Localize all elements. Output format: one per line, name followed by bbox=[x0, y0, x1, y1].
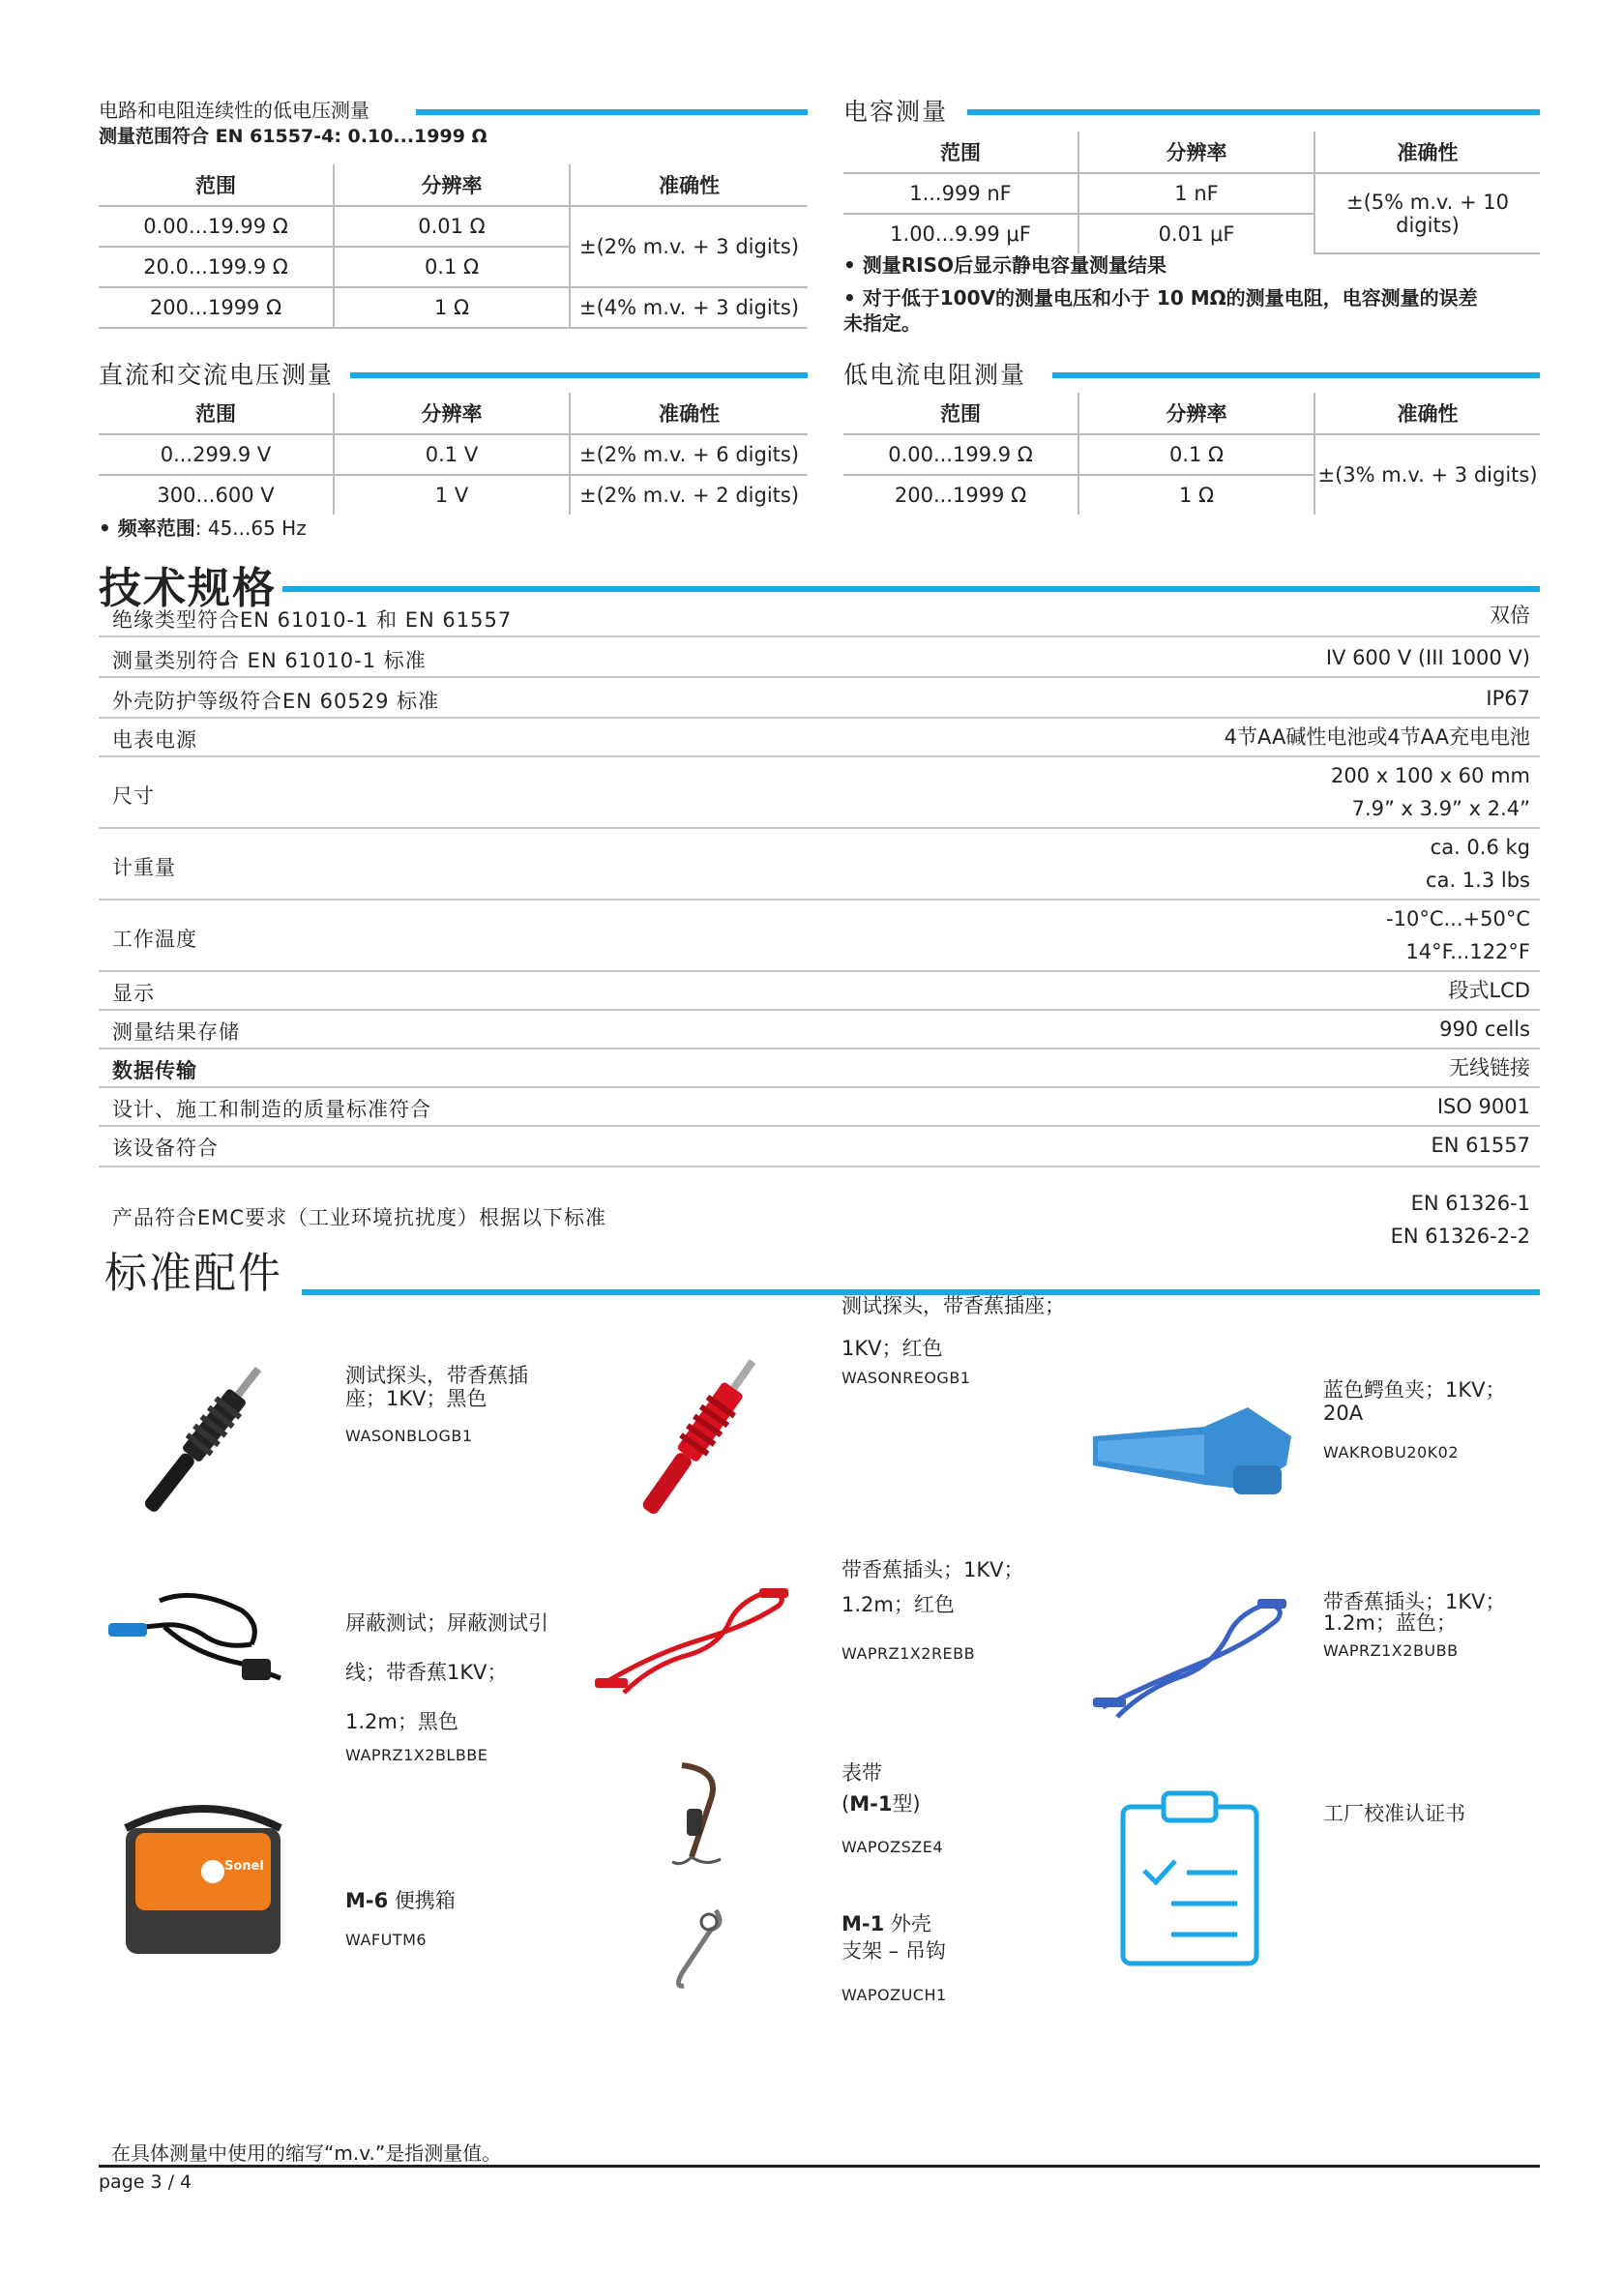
table-header: 范围 bbox=[843, 393, 1078, 434]
spec-label: 显示 bbox=[112, 982, 155, 1005]
accessory-name: 屏蔽测试；屏蔽测试引线；带香蕉1KV；1.2m；黑色 bbox=[345, 1611, 548, 1733]
accessory-code: WAPOZUCH1 bbox=[842, 1986, 947, 2004]
continuity-table bbox=[99, 164, 808, 329]
capacitance-note-3: 未指定。 bbox=[843, 311, 921, 335]
spec-row bbox=[99, 1088, 1540, 1127]
table-cell: ±(3% m.v. + 3 digits) bbox=[1314, 434, 1540, 515]
table-cell: 0.01 Ω bbox=[334, 206, 570, 247]
spec-value-line: ca. 0.6 kg bbox=[1430, 836, 1530, 859]
footer-note: 在具体测量中使用的缩写“m.v.”是指测量值。 bbox=[111, 2138, 501, 2168]
table-cell: 0.1 V bbox=[334, 434, 570, 475]
spec-value: 段式LCD bbox=[1448, 979, 1530, 1002]
spec-label: 测量结果存储 bbox=[112, 1020, 240, 1044]
lowres-title-bar bbox=[1052, 372, 1540, 378]
table-cell: 1...999 nF bbox=[843, 173, 1078, 214]
spec-label: 外壳防护等级符合EN 60529 标准 bbox=[112, 690, 440, 713]
accessory-name: 带香蕉插头；1KV；1.2m；红色 bbox=[842, 1558, 1024, 1616]
spec-row bbox=[99, 678, 1540, 719]
table-header: 范围 bbox=[843, 132, 1078, 173]
spec-row bbox=[99, 757, 1540, 829]
table-cell: 0.01 μF bbox=[1078, 214, 1314, 253]
frequency-value: : 45...65 Hz bbox=[194, 517, 307, 540]
spec-label: 产品符合EMC要求（工业环境抗扰度）根据以下标准 bbox=[112, 1206, 607, 1229]
crocodile-clip-image bbox=[1088, 1398, 1301, 1523]
voltage-title-bar bbox=[350, 372, 808, 378]
table-cell: ±(2% m.v. + 2 digits) bbox=[570, 475, 808, 515]
table-cell: 300...600 V bbox=[157, 484, 275, 507]
accessory-name: 测试探头，带香蕉插座；1KV；黑色 bbox=[345, 1364, 528, 1410]
accessory-name-top: 表带 bbox=[842, 1761, 882, 1785]
blue-lead-image bbox=[1093, 1596, 1296, 1722]
lowres-title: 低电流电阻测量 bbox=[843, 361, 1027, 389]
accessory-code: WASONREOGB1 bbox=[842, 1369, 971, 1387]
voltage-title: 直流和交流电压测量 bbox=[99, 361, 335, 389]
capacitance-table bbox=[843, 132, 1540, 254]
accessory-name: 工厂校准认证书 bbox=[1323, 1802, 1465, 1825]
clipboard-icon bbox=[1117, 1787, 1262, 1971]
accessory-name-line2: 支架 – 吊钩 bbox=[842, 1939, 946, 1963]
table-row bbox=[99, 287, 808, 328]
table-header: 范围 bbox=[99, 164, 334, 206]
capacitance-title: 电容测量 bbox=[843, 98, 949, 126]
accessory-name: 测试探头，带香蕉插座；1KV；红色 bbox=[842, 1294, 1065, 1360]
table-cell: 0.1 Ω bbox=[1078, 434, 1314, 475]
hook-image bbox=[663, 1901, 730, 1993]
table-header: 分辨率 bbox=[334, 393, 570, 434]
specs-title: 技术规格 bbox=[99, 564, 277, 613]
table-row bbox=[99, 434, 808, 475]
black-probe-image bbox=[106, 1349, 300, 1533]
table-cell: 0.00...19.99 Ω bbox=[99, 206, 334, 247]
accessory-name: 蓝色鳄鱼夹；1KV；20A bbox=[1323, 1378, 1506, 1425]
table-cell: 0.1 Ω bbox=[334, 247, 570, 287]
accessory-name-bold: M-6 bbox=[345, 1889, 389, 1912]
spec-label: 电表电源 bbox=[112, 728, 197, 752]
spec-label: 该设备符合 bbox=[112, 1137, 219, 1160]
accessory-name-line bbox=[842, 1910, 946, 1937]
frequency-label: • 频率范围 bbox=[99, 517, 195, 540]
spec-value: 990 cells bbox=[1439, 1018, 1530, 1041]
strap-image bbox=[653, 1760, 740, 1872]
spec-label: 数据传输 bbox=[112, 1059, 197, 1082]
specs-title-bar bbox=[282, 586, 1540, 592]
frequency-note bbox=[99, 513, 307, 541]
page-number: page 3 / 4 bbox=[99, 2171, 192, 2193]
table-cell: 200...1999 Ω bbox=[99, 287, 334, 328]
spec-label: 绝缘类型符合EN 61010-1 和 EN 61557 bbox=[112, 608, 513, 632]
carrying-case-image bbox=[106, 1789, 300, 1964]
spec-row bbox=[99, 1011, 1540, 1049]
spec-value-line: EN 61326-2-2 bbox=[1390, 1225, 1530, 1248]
accessory-name-rest: 型) bbox=[892, 1792, 921, 1816]
spec-label: 工作温度 bbox=[112, 928, 197, 951]
spec-label: 计重量 bbox=[112, 856, 176, 879]
spec-value-line: ca. 1.3 lbs bbox=[1426, 869, 1530, 892]
spec-value-line: EN 61326-1 bbox=[1410, 1192, 1530, 1215]
table-cell: 0...299.9 V bbox=[99, 434, 334, 475]
table-header: 分辨率 bbox=[1078, 132, 1314, 173]
table-header: 分辨率 bbox=[334, 164, 570, 206]
table-header: 范围 bbox=[99, 393, 334, 434]
accessory-code: WAPRZ1X2BLBBE bbox=[345, 1746, 488, 1764]
spec-row bbox=[99, 637, 1540, 678]
spec-value: 无线链接 bbox=[1449, 1056, 1530, 1079]
spec-value: IV 600 V (III 1000 V) bbox=[1325, 646, 1530, 669]
table-header: 准确性 bbox=[570, 164, 808, 206]
table-row bbox=[99, 475, 808, 515]
spec-value bbox=[1426, 831, 1530, 897]
red-probe-image bbox=[595, 1340, 808, 1533]
accessory-code: WAPOZSZE4 bbox=[842, 1838, 943, 1856]
spec-value: 4节AA碱性电池或4节AA充电电池 bbox=[1224, 725, 1530, 749]
table-cell: ±(5% m.v. + 10 digits) bbox=[1314, 173, 1540, 253]
table-cell: 1 nF bbox=[1078, 173, 1314, 214]
table-cell: 20.0...199.9 Ω bbox=[99, 247, 334, 287]
table-row bbox=[99, 206, 808, 247]
voltage-table bbox=[99, 393, 808, 515]
table-cell: 1.00...9.99 μF bbox=[890, 222, 1031, 246]
continuity-title-bar bbox=[416, 109, 808, 115]
accessories-title: 标准配件 bbox=[104, 1249, 282, 1298]
spec-value: IP67 bbox=[1486, 687, 1530, 710]
spec-value bbox=[1391, 1187, 1530, 1253]
table-cell: 200...1999 Ω bbox=[894, 484, 1027, 507]
accessory-name bbox=[842, 1757, 921, 1819]
red-lead-image bbox=[595, 1586, 798, 1702]
table-header: 准确性 bbox=[570, 393, 808, 434]
accessory-name-rest: 外壳 bbox=[884, 1912, 931, 1935]
table-cell: 0.00...199.9 Ω bbox=[843, 434, 1078, 475]
table-header: 分辨率 bbox=[1078, 393, 1314, 434]
bag-brand-label: Sonel bbox=[224, 1859, 264, 1874]
capacitance-title-bar bbox=[967, 109, 1540, 115]
spec-value: EN 61557 bbox=[1431, 1134, 1530, 1157]
continuity-title: 电路和电阻连续性的低电压测量 bbox=[99, 99, 369, 122]
table-header: 准确性 bbox=[1314, 393, 1540, 434]
accessory-code: WAPRZ1X2BUBB bbox=[1323, 1641, 1459, 1660]
spec-row bbox=[99, 1049, 1540, 1088]
spec-label: 设计、施工和制造的质量标准符合 bbox=[112, 1098, 431, 1121]
table-cell: ±(2% m.v. + 6 digits) bbox=[570, 434, 808, 475]
table-row bbox=[843, 434, 1540, 475]
spec-row bbox=[99, 829, 1540, 901]
spec-label: 测量类别符合 EN 61010-1 标准 bbox=[112, 649, 427, 672]
spec-value: ISO 9001 bbox=[1436, 1095, 1530, 1118]
accessory-code: WASONBLOGB1 bbox=[345, 1427, 473, 1445]
accessory-name-bold: M-1 bbox=[842, 1912, 885, 1935]
spec-label: 尺寸 bbox=[112, 784, 155, 808]
table-cell: ±(4% m.v. + 3 digits) bbox=[570, 287, 808, 328]
accessory-name bbox=[842, 1910, 946, 1964]
table-header: 准确性 bbox=[1314, 132, 1540, 173]
spec-row bbox=[99, 719, 1540, 757]
spec-row bbox=[99, 972, 1540, 1011]
footer-divider bbox=[99, 2165, 1540, 2168]
spec-row bbox=[99, 597, 1540, 637]
accessory-name-line: (M-1型) bbox=[842, 1792, 921, 1816]
accessory-name bbox=[345, 1886, 456, 1915]
lowres-table bbox=[843, 393, 1540, 515]
accessory-name-rest: 便携箱 bbox=[388, 1889, 456, 1912]
table-cell: 1 Ω bbox=[1078, 475, 1314, 515]
accessory-name-bold: M-1 bbox=[849, 1792, 893, 1816]
table-cell: 1 Ω bbox=[334, 287, 570, 328]
shielded-lead-image bbox=[106, 1586, 300, 1693]
capacitance-note-2: • 对于低于100V的测量电压和小于 10 MΩ的测量电阻，电容测量的误差 bbox=[843, 286, 1478, 310]
accessory-code: WAFUTM6 bbox=[345, 1931, 428, 1949]
spec-value bbox=[1331, 759, 1530, 825]
spec-value-line: 200 x 100 x 60 mm bbox=[1330, 764, 1530, 787]
spec-value-line: 14°F...122°F bbox=[1405, 940, 1530, 963]
accessory-name: 带香蕉插头；1KV；1.2m；蓝色； bbox=[1323, 1590, 1506, 1635]
spec-row bbox=[99, 901, 1540, 972]
accessory-code: WAPRZ1X2REBB bbox=[842, 1644, 976, 1663]
spec-row bbox=[99, 1127, 1540, 1167]
table-cell: 1 V bbox=[334, 475, 570, 515]
capacitance-note-1: • 测量RISO后显示静电容量测量结果 bbox=[843, 253, 1166, 277]
table-row bbox=[843, 173, 1540, 214]
spec-value-line: -10°C...+50°C bbox=[1386, 907, 1530, 930]
accessory-code: WAKROBU20K02 bbox=[1323, 1443, 1459, 1462]
spec-value-line: 7.9” x 3.9” x 2.4” bbox=[1351, 797, 1530, 820]
table-cell: ±(2% m.v. + 3 digits) bbox=[570, 206, 808, 287]
continuity-subtitle: 测量范围符合 EN 61557-4: 0.10...1999 Ω bbox=[99, 126, 487, 147]
spec-row bbox=[99, 1167, 1540, 1247]
spec-value: 双倍 bbox=[1490, 604, 1530, 627]
spec-value bbox=[1386, 902, 1530, 968]
